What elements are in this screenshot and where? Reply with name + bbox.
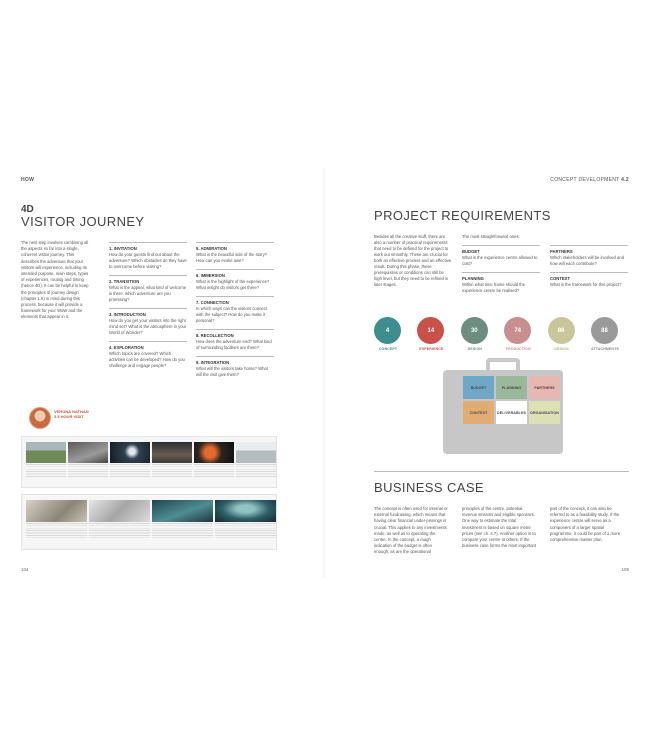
question-item: 4. EXPLORATION Which topics are covered? Which activities can be developed? How do you challenge and engage people? <box>109 341 187 369</box>
case-cell-deliverables: DELIVERABLES <box>496 401 527 424</box>
left-page <box>0 168 325 578</box>
case-cell-budget: BUDGET <box>463 376 494 399</box>
business-case-col-3: part of the concept, it can also be referred to as a feasibility study. If the experience centre will serve as a component of a larger spatial programme, it could be part of a more comprehensive master plan. <box>550 506 621 543</box>
phase-circle-design-2: 86 DESIGN <box>548 317 576 351</box>
storyboard-header <box>29 407 109 435</box>
question-item: 9. INTEGRATION What will the visitors take home? What will the visit give them? <box>196 356 274 378</box>
phase-circle-attachments: 88 ATTACHMENTS <box>591 317 619 351</box>
business-case-col-2: principles of the centre, potential revenue streams and eligible sponsors. One way to estimate the total investment is based on square metre prices (see ch. 4.7). Another option is to compare your centre to others. If the business case forms the most important <box>462 506 537 549</box>
running-head-right: CONCEPT DEVELOPMENT 4.2 <box>550 177 629 183</box>
phase-circle-experience: 14 EXPERIENCE <box>417 317 445 351</box>
business-case-col-1: The concept is often used for internal or external fundraising, which means that having clear financial under-pinnings is crucial. This applies to any investments made, as well as to operating the centre. In the concept, a rough indication of the budget is often enough, as are the operational <box>374 506 448 555</box>
page-number-left: 104 <box>21 567 29 572</box>
case-cell-planning: PLANNING <box>496 376 527 399</box>
storyboard-frame <box>152 500 213 539</box>
question-item: 8. RECOLLECTION How does the adventure end? What kind of surrounding facilities are there? <box>196 329 274 351</box>
page-number-right: 105 <box>621 567 629 572</box>
case-cell-context: CONTEXT <box>463 401 494 424</box>
avatar <box>29 407 51 429</box>
question-item: 6. IMMERSION What is the highlight of the experience? What insight do visitors get there? <box>196 269 274 291</box>
storyboard-frame <box>26 442 66 478</box>
storyboard-frame <box>215 500 276 539</box>
storyboard-frame <box>110 442 150 478</box>
storyboard-frames-row-1 <box>26 442 276 478</box>
phase-circle-concept: 4 CONCEPT <box>374 317 402 351</box>
phase-circle-design: 30 DESIGN <box>461 317 489 351</box>
storyboard-frame <box>89 500 150 539</box>
requirements-intro: Besides all the creative stuff, there are also a number of practical requirements that need to be defined for the project to work out smoothly. These are crucial for both an effective process and an effective result. During this phase, these prerequisites or conditions can still be high level, but they need to be refined in later stages. <box>374 234 452 287</box>
storyboard-frames-row-2 <box>26 500 276 539</box>
requirement-planning: PLANNING Within what time frame should the experience centre be realised? <box>462 272 540 294</box>
storyboard-frame <box>194 442 234 478</box>
phase-circle-production: 74 PRODUCTION <box>504 317 532 351</box>
visit-duration: 2.5 HOUR VISIT <box>54 414 84 419</box>
section-title-business-case: BUSINESS CASE <box>374 480 484 495</box>
section-title-visitor-journey: VISITOR JOURNEY <box>21 214 145 229</box>
requirements-column-2 <box>550 245 628 293</box>
storyboard-frame <box>68 442 108 478</box>
requirements-column-1: The most straightforward ones: BUDGET What is the experience centre allowed to cost? PLANNING Within what time frame should the experience centre be realised? <box>462 234 540 299</box>
storyboard-frame <box>26 500 87 539</box>
briefcase-grid <box>463 376 560 424</box>
running-head-left: HOW <box>21 177 35 183</box>
case-cell-partners: PARTNERS <box>529 376 560 399</box>
section-number: 4D <box>21 204 34 215</box>
storyboard-frame <box>152 442 192 478</box>
question-item: 5. ADMIRATION What is the beautiful side of the story? How can you evoke awe? <box>196 242 274 264</box>
case-cell-organisation: ORGANISATION <box>529 401 560 424</box>
intro-paragraph: The next step involves combining all the aspects so far into a single, coherent visitor journey. This describes the adventure that your visitors will experience, including its intended purpose, main steps, types of experiences, routing and timing (hence 4D). It can be helpful to keep the principles of journey design (chapter 1.6) in mind during this process, because it will provide a framework for your WoW and the elements that appear in it. <box>21 240 89 320</box>
briefcase-body <box>443 370 563 454</box>
right-page <box>325 168 650 578</box>
requirements-briefcase <box>443 358 563 456</box>
section-divider <box>374 471 629 472</box>
requirement-partners: PARTNERS Which stakeholders will be involved and how will each contribute? <box>550 245 628 267</box>
question-column-2 <box>196 242 274 383</box>
question-column-1 <box>109 242 187 374</box>
question-item: 1. INVITATION How do your guests find out about the adventure? Which obstacles do they have to overcome before visiting? <box>109 242 187 270</box>
book-spread <box>0 168 650 578</box>
visitor-journey-storyboard <box>21 404 277 554</box>
question-item: 2. TRANSITION What is the appeal, what kind of welcome is there, which adventure are you promising? <box>109 275 187 303</box>
storyboard-frame <box>236 442 276 478</box>
question-item: 3. INTRODUCTION How do you get your visitors into the right mind set? What is the atmosphere in your World of Wonder? <box>109 308 187 336</box>
phase-circles <box>374 317 619 351</box>
requirement-context: CONTEXT What is the framework for this project? <box>550 272 628 288</box>
persona-name: VERONA NATHAN <box>54 409 89 414</box>
requirement-budget: BUDGET What is the experience centre allowed to cost? <box>462 245 540 267</box>
question-item: 7. CONNECTION In which ways can the visitors connect with the subject? How do you make it personal? <box>196 296 274 324</box>
section-title-project-requirements: PROJECT REQUIREMENTS <box>374 208 551 223</box>
